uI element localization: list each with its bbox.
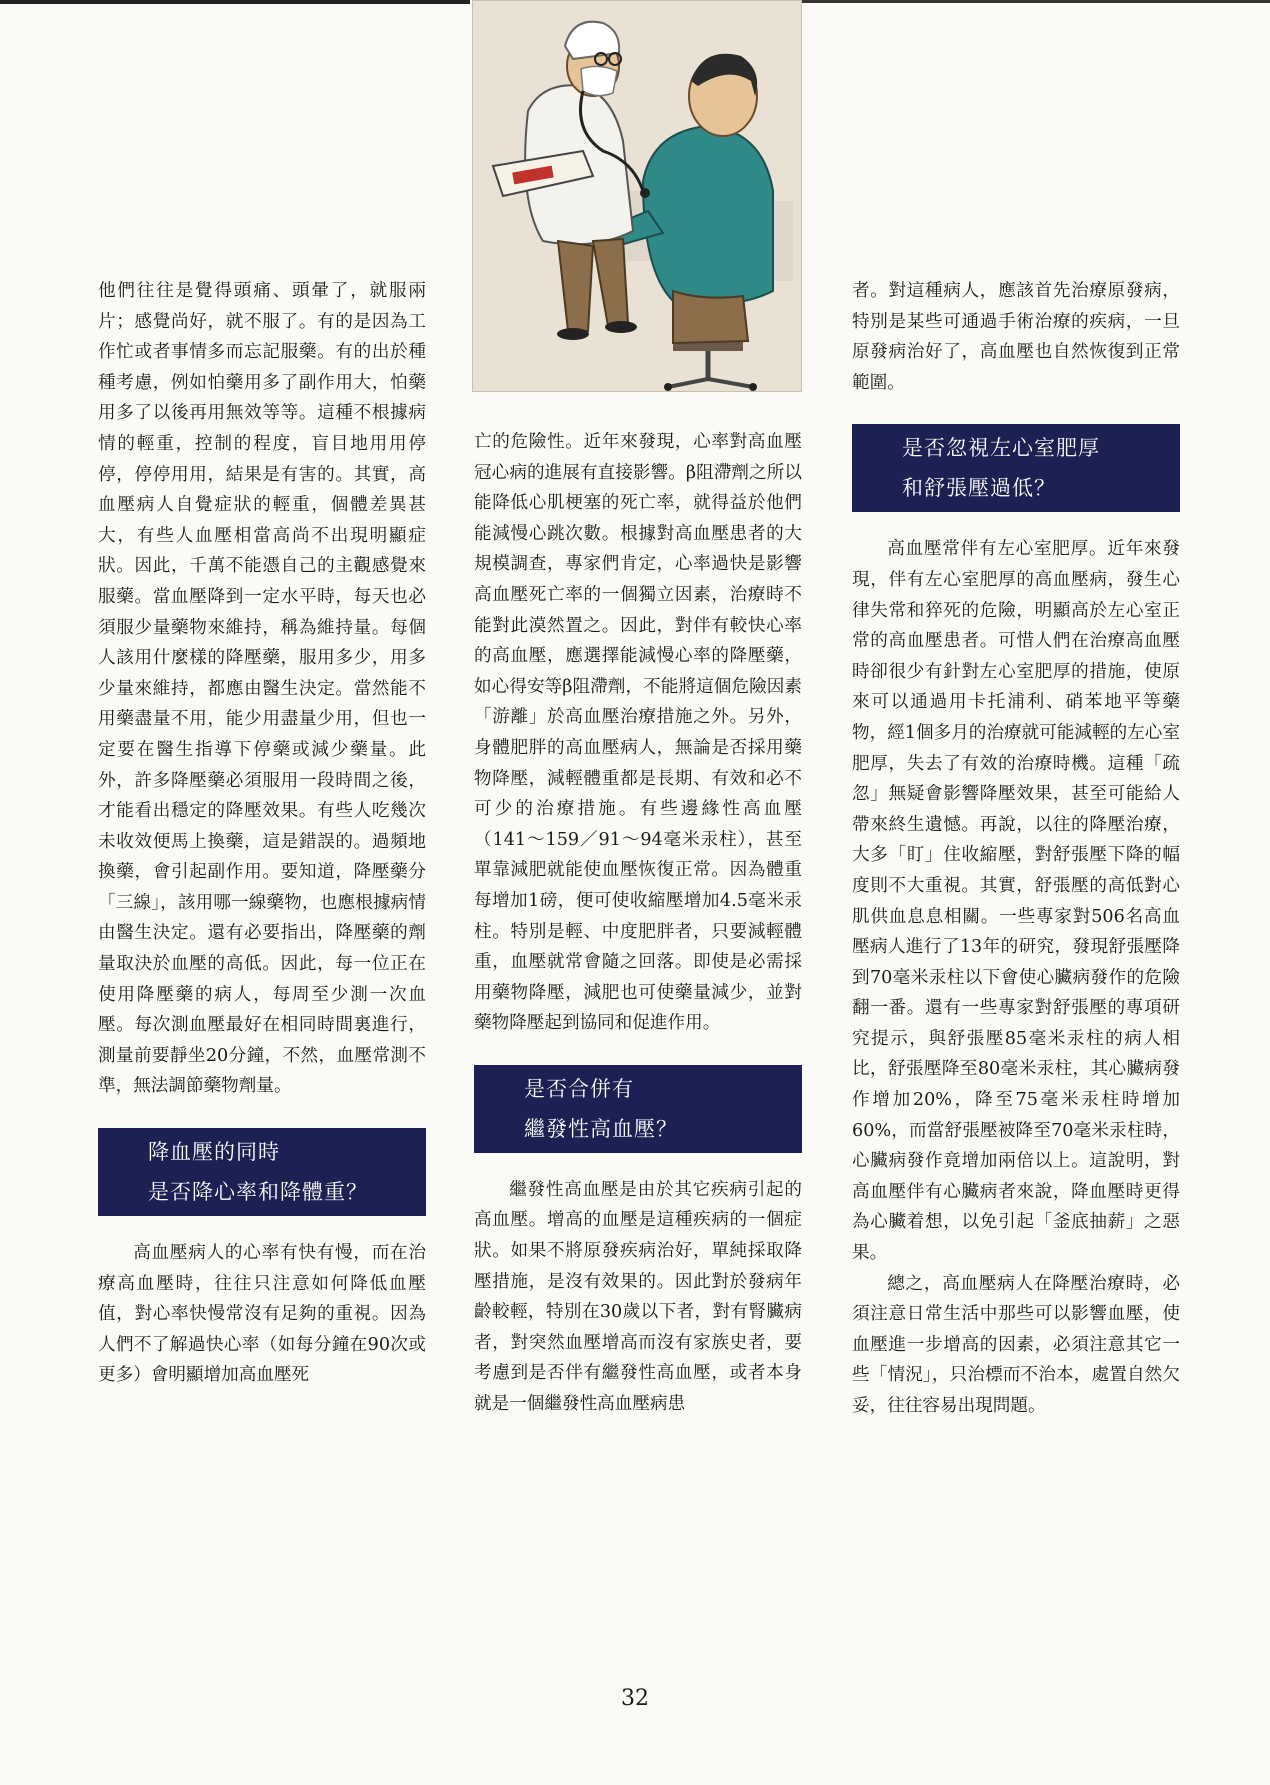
col3-paragraph-2: 高血壓常伴有左心室肥厚。近年來發現，伴有左心室肥厚的高血壓病，發生心律失常和猝死的危險，明顯高於左心室正常的高血壓患者。可惜人們在治療高血壓時卻很少有針對左心室肥厚的措施，使原來可以通過用卡托浦利、硝苯地平等藥物，經1個多月的治療就可能減輕的左心室肥厚，失去了有效的治療時機。這種「疏忽」無疑會影響降壓效果，甚至可能給人帶來終生遺憾。再說，以往的降壓治療，大多「盯」住收縮壓，對舒張壓下降的幅度則不大重視。其實，舒張壓的高低對心肌供血息息相關。一些專家對506名高血壓病人進行了13年的研究，發現舒張壓降到70毫米汞柱以下會使心臟病發作的危險翻一番。還有一些專家對舒張壓的專項研究提示，與舒張壓85毫米汞柱的病人相比，舒張壓降至80毫米汞柱，其心臟病發作增加20%，降至75毫米汞柱時增加60%，而當舒張壓被降至70毫米汞柱時，心臟病發作竟增加兩倍以上。這說明，對高血壓伴有心臟病者來說，降血壓時更得為心臟着想，以免引起「釜底抽薪」之惡果。 [852,539,1180,1264]
heading-line-1: 降血壓的同時 [148,1140,280,1165]
heading-line-2: 和舒張壓過低？ [902,476,1056,501]
col2-paragraph-2: 繼發性高血壓是由於其它疾病引起的高血壓。增高的血壓是這種疾病的一個症狀。如果不將原發疾病治好，單純採取降壓措施，是沒有效果的。因此對於發病年齡較輕，特別在30歲以下者，對有腎臟病者，對突然血壓增高而沒有家族史者，要考慮到是否伴有繼發性高血壓，或者本身就是一個繼發性高血壓病患 [474,1179,802,1415]
top-rule-left [0,0,470,4]
col2-paragraph-1: 亡的危險性。近年來發現，心率對高血壓冠心病的進展有直接影響。β阻滯劑之所以能降低心肌梗塞的死亡率，就得益於他們能減慢心跳次數。根據對高血壓患者的大規模調查，專家們肯定，心率過快是影響高血壓死亡率的一個獨立因素，治療時不能對此漠然置之。因此，對伴有較快心率的高血壓，應選擇能減慢心率的降壓藥，如心得安等β阻滯劑，不能將這個危險因素「游離」於高血壓治療措施之外。另外，身體肥胖的高血壓病人，無論是否採用藥物降壓，減輕體重都是長期、有效和必不可少的治療措施。有些邊緣性高血壓（141～159／91～94毫米汞柱），甚至單靠減肥就能使血壓恢復正常。因為體重每增加1磅，便可使收縮壓增加4.5毫米汞柱。特別是輕、中度肥胖者，只要減輕體重，血壓就常會隨之回落。即使是必需採用藥物降壓，減肥也可使藥量減少，並對藥物降壓起到協同和促進作用。 [474,432,802,1034]
col1-paragraph-1: 他們往往是覺得頭痛、頭暈了，就服兩片；感覺尚好，就不服了。有的是因為工作忙或者事情多而忘記服藥。有的出於種種考慮，例如怕藥用多了副作用大，怕藥用多了以後再用無效等等。這種不根據病情的輕重，控制的程度，盲目地用用停停，停停用用，結果是有害的。其實，高血壓病人自覺症狀的輕重，個體差異甚大，有些人血壓相當高尚不出現明顯症狀。因此，千萬不能憑自己的主觀感覺來服藥。當血壓降到一定水平時，每天也必須服少量藥物來維持，稱為維持量。每個人該用什麼樣的降壓藥，服用多少，用多少量來維持，都應由醫生決定。當然能不用藥盡量不用，能少用盡量少用，但也一定要在醫生指導下停藥或減少藥量。此外，許多降壓藥必須服用一段時間之後，才能看出穩定的降壓效果。有些人吃幾次未收效便馬上換藥，這是錯誤的。過頻地換藥，會引起副作用。要知道，降壓藥分「三線」，該用哪一線藥物，也應根據病情由醫生決定。還有必要指出，降壓藥的劑量取決於血壓的高低。因此，每一位正在使用降壓藥的病人，每周至少測一次血壓。每次測血壓最好在相同時間裏進行，測量前要靜坐20分鐘，不然，血壓常測不準，無法調節藥物劑量。 [98,281,426,1097]
top-rule-right [800,0,1270,3]
heading-line-2: 是否降心率和降體重？ [148,1180,368,1205]
heading-line-1: 是否合併有 [524,1076,634,1101]
column-left [98,276,426,1391]
col3-paragraph-1: 者。對這種病人，應該首先治療原發病，特別是某些可通過手術治療的疾病，一旦原發病治好了，高血壓也自然恢復到正常範圍。 [852,281,1180,393]
heading-line-1: 是否忽視左心室肥厚 [902,436,1100,461]
col3-paragraph-3: 總之，高血壓病人在降壓治療時，必須注意日常生活中那些可以影響血壓，使血壓進一步增高的因素，必須注意其它一些「情況」，只治標而不治本，處置自然欠妥，往往容易出現問題。 [852,1273,1180,1416]
column-middle [474,427,802,1420]
page-number: 32 [621,1686,649,1711]
column-right [852,276,1180,1422]
section-heading-heart-rate-weight [98,1128,426,1216]
doctor-illustration [472,0,802,392]
col1-paragraph-2: 高血壓病人的心率有快有慢，而在治療高血壓時，往往只注意如何降低血壓值，對心率快慢常沒有足夠的重視。因為人們不了解過快心率（如每分鐘在90次或更多）會明顯增加高血壓死 [98,1243,426,1386]
section-heading-lv-hypertrophy [852,424,1180,512]
section-heading-secondary-hypertension [474,1065,802,1153]
doctor-patient-drawing [473,1,801,391]
heading-line-2: 繼發性高血壓？ [524,1116,678,1141]
